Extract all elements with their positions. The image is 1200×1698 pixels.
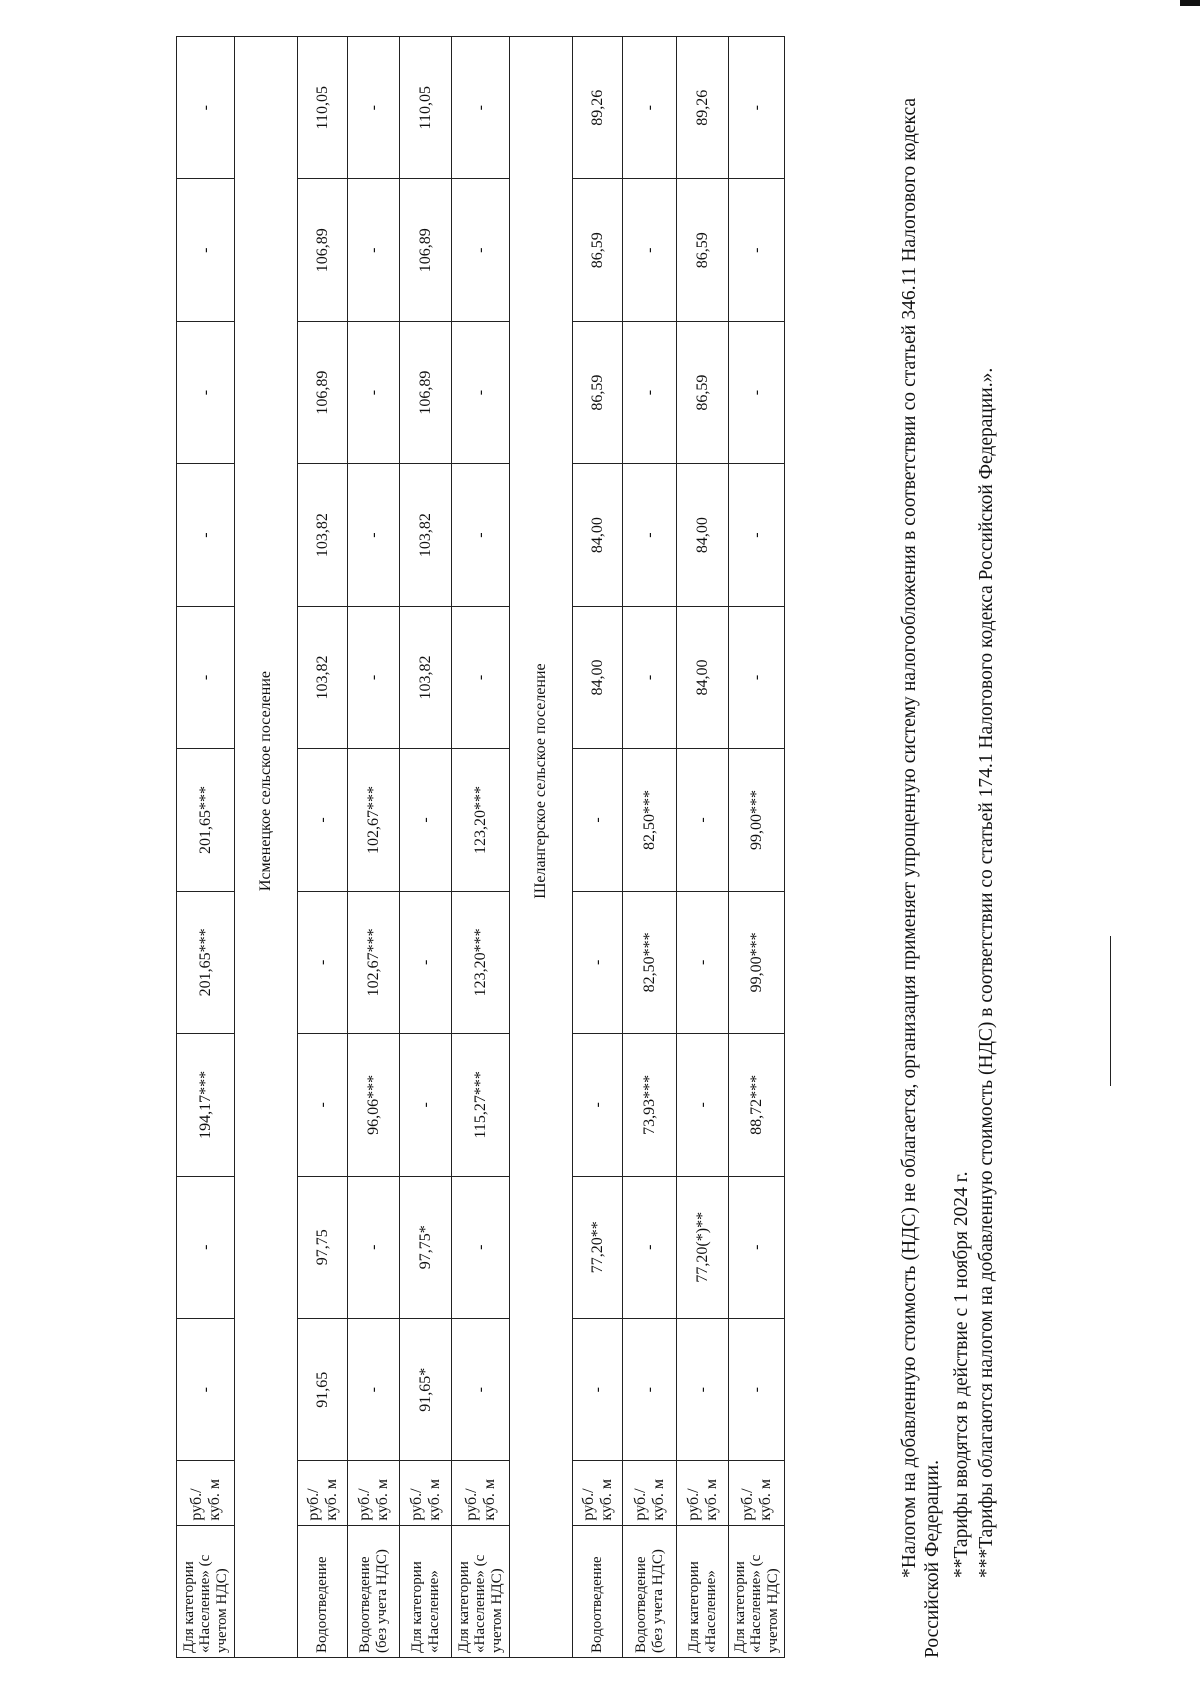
unit-cell: руб./ куб. м xyxy=(348,1461,400,1525)
tariff-value: - xyxy=(729,179,785,321)
section-spacer xyxy=(235,1525,298,1657)
tariff-value: 123,20*** xyxy=(452,891,510,1033)
tariff-value: - xyxy=(729,37,785,179)
tariff-value: 91,65* xyxy=(400,1318,452,1460)
service-description: Для категории «Население» (с учетом НДС) xyxy=(177,1525,235,1657)
tariff-value: 91,65 xyxy=(298,1318,348,1460)
tariff-value: - xyxy=(348,37,400,179)
section-title: Исменецкое сельское поселение xyxy=(235,37,298,1526)
tariff-value: - xyxy=(573,1318,623,1460)
tariff-value: 84,00 xyxy=(677,606,729,748)
tariff-value: 103,82 xyxy=(298,464,348,606)
tariff-value: - xyxy=(348,606,400,748)
tariff-value: 84,00 xyxy=(573,606,623,748)
tariff-value: - xyxy=(677,749,729,891)
table-row xyxy=(677,37,729,1658)
tariff-value: - xyxy=(677,891,729,1033)
tariff-value: 86,59 xyxy=(573,179,623,321)
tariff-value: 73,93*** xyxy=(623,1034,677,1176)
section-row xyxy=(235,37,298,1658)
tariff-value: 84,00 xyxy=(677,464,729,606)
tariff-value: - xyxy=(177,1318,235,1460)
tariff-value: - xyxy=(177,1176,235,1318)
tariff-value: - xyxy=(400,1034,452,1176)
tariff-value: - xyxy=(452,321,510,463)
tariff-value: - xyxy=(573,891,623,1033)
corner-scan-mark xyxy=(1180,0,1200,6)
tariff-value: 123,20*** xyxy=(452,749,510,891)
tariff-value: - xyxy=(298,749,348,891)
service-description: Водоотведение (без учета НДС) xyxy=(348,1525,400,1657)
tariff-value: - xyxy=(623,606,677,748)
tariff-value: - xyxy=(623,37,677,179)
tariff-value: 106,89 xyxy=(400,321,452,463)
tariff-value: 97,75 xyxy=(298,1176,348,1318)
tariff-value: 82,50*** xyxy=(623,749,677,891)
unit-cell: руб./ куб. м xyxy=(677,1461,729,1525)
tariff-value: 103,82 xyxy=(400,464,452,606)
tariff-value: - xyxy=(177,606,235,748)
tariff-value: - xyxy=(177,37,235,179)
service-description: Для категории «Население» (с учетом НДС) xyxy=(452,1525,510,1657)
tariff-value: 103,82 xyxy=(298,606,348,748)
service-description: Водоотведение xyxy=(298,1525,348,1657)
tariff-value: 96,06*** xyxy=(348,1034,400,1176)
tariff-value: 106,89 xyxy=(298,321,348,463)
tariff-value: - xyxy=(573,749,623,891)
footnote-vat-exempt: *Налогом на добавленную стоимость (НДС) не облагается, организация применяет упрощенную систему налогообложения в соответствии со статьей 346.11 Налогового кодекса Российской Федерации. xyxy=(899,98,944,1658)
tariff-value: - xyxy=(677,1034,729,1176)
tariff-value: - xyxy=(400,891,452,1033)
tariff-value: 103,82 xyxy=(400,606,452,748)
service-description: Для категории «Население» xyxy=(400,1525,452,1657)
tariff-value: 110,05 xyxy=(298,37,348,179)
tariff-value: - xyxy=(177,179,235,321)
tariff-value: - xyxy=(623,321,677,463)
footnote-vat-applied: ***Тарифы облагаются налогом на добавленную стоимость (НДС) в соответствии со статьей 174.1 Налогового кодекса Российской Федерации.». xyxy=(976,367,997,1578)
tariff-value: 77,20(*)** xyxy=(677,1176,729,1318)
tariff-value: - xyxy=(177,464,235,606)
closing-rule xyxy=(1110,936,1111,1086)
tariff-value: 102,67*** xyxy=(348,891,400,1033)
unit-cell: руб./ куб. м xyxy=(298,1461,348,1525)
tariff-value: 201,65*** xyxy=(177,749,235,891)
tariff-value: - xyxy=(298,1034,348,1176)
tariff-value: - xyxy=(677,1318,729,1460)
unit-cell: руб./ куб. м xyxy=(452,1461,510,1525)
tariff-value: - xyxy=(452,1176,510,1318)
tariff-value: - xyxy=(729,321,785,463)
tariff-value: - xyxy=(623,1176,677,1318)
tariff-value: 194,17*** xyxy=(177,1034,235,1176)
tariff-value: - xyxy=(348,1176,400,1318)
tariff-value: - xyxy=(623,179,677,321)
tariff-value: 89,26 xyxy=(677,37,729,179)
tariff-value: - xyxy=(348,1318,400,1460)
tariff-value: 99,00*** xyxy=(729,749,785,891)
table-row xyxy=(623,37,677,1658)
tariff-table-body xyxy=(177,37,785,1658)
tariff-value: - xyxy=(452,606,510,748)
tariff-value: - xyxy=(400,749,452,891)
table-row xyxy=(729,37,785,1658)
tariff-value: 82,50*** xyxy=(623,891,677,1033)
unit-cell: руб./ куб. м xyxy=(573,1461,623,1525)
unit-cell: руб./ куб. м xyxy=(729,1461,785,1525)
tariff-value: - xyxy=(452,1318,510,1460)
tariff-value: - xyxy=(177,321,235,463)
tariff-value: 84,00 xyxy=(573,464,623,606)
tariff-value: - xyxy=(348,179,400,321)
tariff-value: 97,75* xyxy=(400,1176,452,1318)
tariff-value: 99,00*** xyxy=(729,891,785,1033)
tariff-value: 110,05 xyxy=(400,37,452,179)
tariff-value: - xyxy=(729,464,785,606)
tariff-value: - xyxy=(452,464,510,606)
tariff-value: 102,67*** xyxy=(348,749,400,891)
tariff-value: 106,89 xyxy=(400,179,452,321)
tariff-value: - xyxy=(348,321,400,463)
tariff-value: 86,59 xyxy=(573,321,623,463)
service-description: Водоотведение xyxy=(573,1525,623,1657)
unit-cell: руб./ куб. м xyxy=(400,1461,452,1525)
tariff-value: 106,89 xyxy=(298,179,348,321)
service-description: Для категории «Население» (с учетом НДС) xyxy=(729,1525,785,1657)
tariff-value: - xyxy=(298,891,348,1033)
tariff-value: 86,59 xyxy=(677,179,729,321)
tariff-table xyxy=(176,36,785,1658)
tariff-value: - xyxy=(573,1034,623,1176)
table-row xyxy=(400,37,452,1658)
section-title: Шелангерское сельское поселение xyxy=(510,37,573,1526)
unit-cell: руб./ куб. м xyxy=(623,1461,677,1525)
section-spacer xyxy=(510,1525,573,1657)
table-row xyxy=(452,37,510,1658)
tariff-value: - xyxy=(452,37,510,179)
tariff-value: - xyxy=(623,1318,677,1460)
tariff-value: 77,20** xyxy=(573,1176,623,1318)
table-row xyxy=(177,37,235,1658)
tariff-value: 89,26 xyxy=(573,37,623,179)
tariff-value: 88,72*** xyxy=(729,1034,785,1176)
service-description: Водоотведение (без учета НДС) xyxy=(623,1525,677,1657)
table-row xyxy=(298,37,348,1658)
service-description: Для категории «Население» xyxy=(677,1525,729,1657)
tariff-value: - xyxy=(729,1318,785,1460)
table-row xyxy=(348,37,400,1658)
tariff-value: 201,65*** xyxy=(177,891,235,1033)
tariff-value: - xyxy=(452,179,510,321)
tariff-value: 86,59 xyxy=(677,321,729,463)
table-row xyxy=(573,37,623,1658)
footnote-effective-date: **Тарифы вводятся в действие с 1 ноября 2024 г. xyxy=(951,1171,972,1578)
tariff-value: - xyxy=(729,1176,785,1318)
tariff-value: 115,27*** xyxy=(452,1034,510,1176)
unit-cell: руб./ куб. м xyxy=(177,1461,235,1525)
tariff-value: - xyxy=(348,464,400,606)
tariff-value: - xyxy=(623,464,677,606)
tariff-value: - xyxy=(729,606,785,748)
section-row xyxy=(510,37,573,1658)
